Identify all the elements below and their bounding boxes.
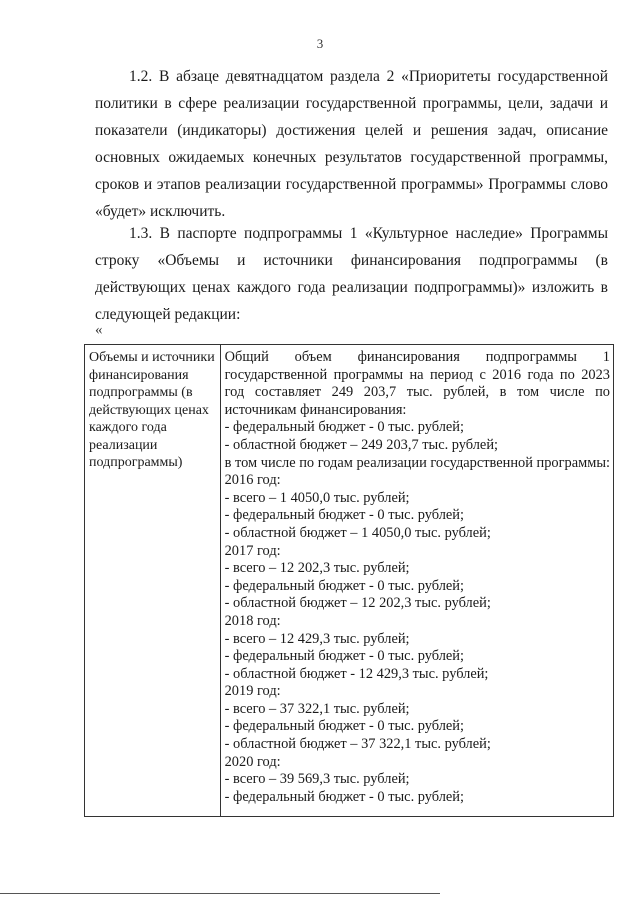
financing-line: - всего – 39 569,3 тыс. рублей;: [224, 771, 410, 788]
financing-line: 2016 год:: [224, 472, 281, 489]
financing-intro: Общий объем финансирования подпрограммы 1 государственной программы на период с 2016 года по 2023 год составляет 249 203,7 тыс. рублей, в том числе по источникам финансирования:: [224, 349, 610, 418]
financing-line: - федеральный бюджет - 0 тыс. рублей;: [224, 648, 465, 665]
page-number: 3: [316, 36, 324, 51]
opening-quote-mark: «: [95, 322, 103, 338]
paragraph-1-2: 1.2. В абзаце девятнадцатом раздела 2 «Приоритеты государственной политики в сфере реализации государственной программы, цели, задачи и показатели (индикаторы) достижения целей и решения задач, описание основных ожидаемых конечных результатов государственной программы, сроков и этапов реализации государственной программы» Программы слово «будет» исключить.: [95, 68, 608, 220]
financing-line: 2020 год:: [224, 753, 281, 770]
financing-line: 2018 год:: [224, 612, 281, 629]
financing-line: - всего – 37 322,1 тыс. рублей;: [224, 700, 410, 717]
financing-line: 2017 год:: [224, 542, 281, 559]
financing-line: - федеральный бюджет - 0 тыс. рублей;: [224, 718, 465, 735]
financing-line: - федеральный бюджет - 0 тыс. рублей;: [224, 788, 465, 805]
financing-table-row: [85, 345, 614, 817]
financing-line: - областной бюджет – 12 202,3 тыс. рублей;: [224, 595, 491, 612]
financing-row-details: [220, 345, 613, 817]
paragraph-1-3: 1.3. В паспорте подпрограммы 1 «Культурное наследие» Программы строку «Объемы и источники финансирования подпрограммы (в действующих ценах каждого года реализации подпрограммы)» изложить в следующей редакции:: [95, 225, 608, 323]
financing-line: - областной бюджет - 12 429,3 тыс. рублей;: [224, 665, 489, 682]
financing-row-label: Объемы и источники финансирования подпрограммы (в действующих ценах каждого года реализации подпрограммы): [85, 345, 221, 817]
footer-rule: [0, 893, 440, 894]
financing-line: - областной бюджет – 1 4050,0 тыс. рублей;: [224, 524, 491, 541]
financing-line: в том числе по годам реализации государственной программы:: [224, 454, 610, 471]
financing-line: - областной бюджет – 249 203,7 тыс. рублей;: [224, 436, 499, 453]
financing-line: - федеральный бюджет - 0 тыс. рублей;: [224, 577, 465, 594]
financing-line: - всего – 12 202,3 тыс. рублей;: [224, 560, 410, 577]
financing-line: - федеральный бюджет - 0 тыс. рублей;: [224, 419, 465, 436]
financing-line: - областной бюджет – 37 322,1 тыс. рублей;: [224, 736, 491, 753]
financing-line: - федеральный бюджет - 0 тыс. рублей;: [224, 507, 465, 524]
financing-line: 2019 год:: [224, 683, 281, 700]
financing-line: - всего – 12 429,3 тыс. рублей;: [224, 630, 410, 647]
financing-line: - всего – 1 4050,0 тыс. рублей;: [224, 489, 410, 506]
financing-table: [84, 344, 614, 817]
